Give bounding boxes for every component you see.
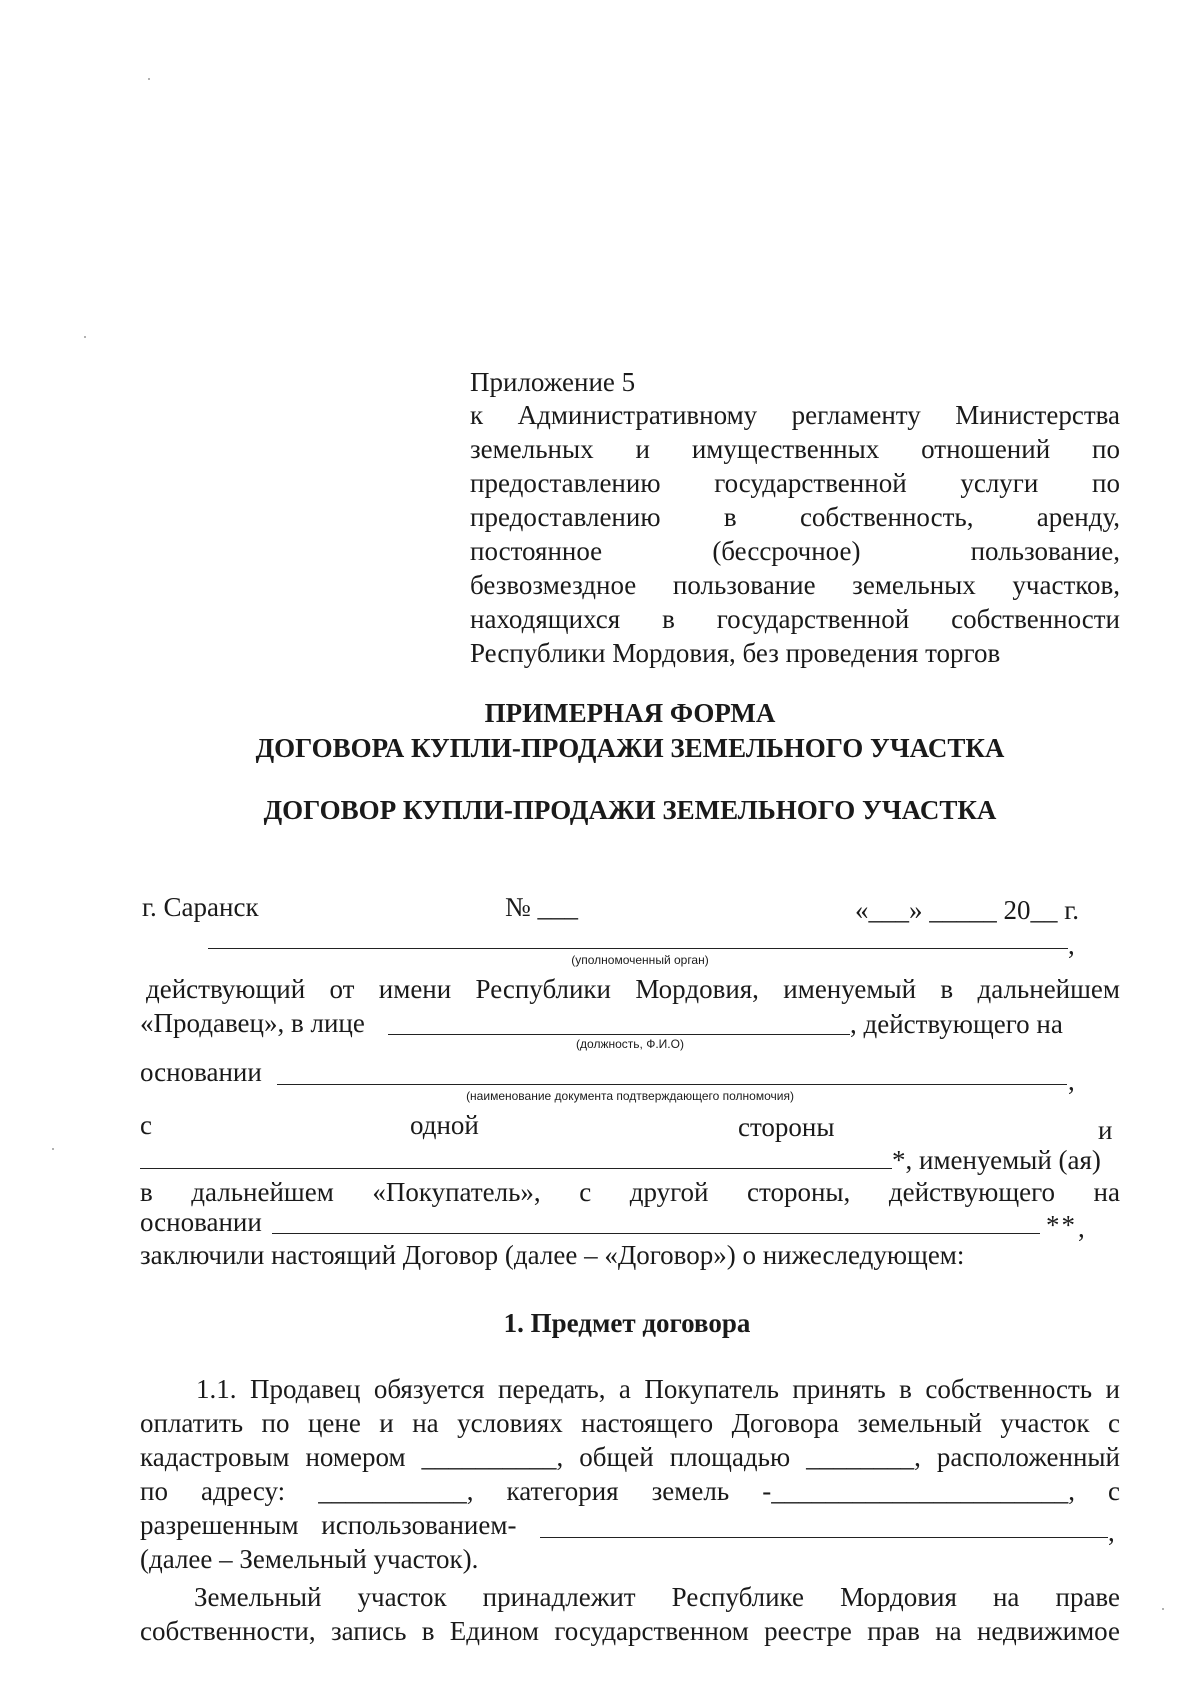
form-subtitle: ДОГОВОРА КУПЛИ-ПРОДАЖИ ЗЕМЕЛЬНОГО УЧАСТКА bbox=[255, 733, 1005, 763]
section1-text: собственности, запись в Едином государственном реестре прав на недвижимое bbox=[140, 1616, 1120, 1646]
scan-speck bbox=[84, 336, 86, 338]
city: г. Саранск bbox=[142, 892, 259, 922]
basis-label: основании bbox=[140, 1057, 262, 1087]
position-note: (должность, Ф.И.О) bbox=[576, 1037, 684, 1051]
appendix-line: Республики Мордовия, без проведения торгов bbox=[470, 638, 1001, 668]
preamble-acting: действующий от имени Республики Мордовия, именуемый в дальнейшем bbox=[146, 974, 1120, 1004]
permitted-use-blank bbox=[540, 1537, 1108, 1538]
appendix-line: земельных и имущественных отношений по bbox=[470, 434, 1120, 464]
scan-speck bbox=[148, 78, 150, 80]
word: с bbox=[140, 1110, 152, 1140]
buyer-basis-blank bbox=[272, 1233, 1040, 1234]
scan-speck bbox=[1162, 1608, 1164, 1610]
appendix-line: к Административному регламенту Министерства bbox=[470, 400, 1120, 430]
contract-date: «___» _____ 20__ г. bbox=[855, 895, 1080, 925]
document-note: (наименование документа подтверждающего полномочия) bbox=[466, 1089, 794, 1103]
section1-text: 1.1. Продавец обязуется передать, а Покупатель принять в собственность и bbox=[196, 1374, 1120, 1404]
section1-text: (далее – Земельный участок). bbox=[140, 1544, 479, 1574]
appendix-line: постоянное (бессрочное) пользование, bbox=[470, 536, 1120, 566]
word: стороны bbox=[738, 1112, 835, 1142]
appendix-line: предоставлению государственной услуги по bbox=[470, 468, 1120, 498]
contract-title: ДОГОВОР КУПЛИ-ПРОДАЖИ ЗЕМЕЛЬНОГО УЧАСТКА bbox=[263, 795, 997, 825]
authority-note: (уполномоченный орган) bbox=[571, 953, 709, 967]
section-heading: 1. Предмет договора bbox=[503, 1308, 751, 1338]
appendix-line: безвозмездное пользование земельных участков, bbox=[470, 570, 1120, 600]
appendix-label: Приложение 5 bbox=[470, 367, 636, 397]
seller-position-blank bbox=[388, 1034, 850, 1035]
appendix-line: находящихся в государственной собственности bbox=[470, 604, 1120, 634]
section1-text: разрешенным использованием- bbox=[140, 1510, 517, 1540]
buyer-suffix: *, именуемый (ая) bbox=[892, 1145, 1101, 1175]
word: одной bbox=[410, 1110, 479, 1140]
form-title: ПРИМЕРНАЯ ФОРМА bbox=[484, 698, 776, 728]
comma: , bbox=[1068, 1066, 1075, 1096]
seller-prefix: «Продавец», в лице bbox=[140, 1008, 365, 1038]
scan-speck bbox=[52, 1148, 54, 1150]
section1-text: по адресу: ___________, категория земель -______________________, с bbox=[140, 1476, 1120, 1506]
section1-text: Земельный участок принадлежит Республике Мордовия на праве bbox=[194, 1582, 1120, 1612]
double-star: ** bbox=[1046, 1210, 1077, 1240]
preamble-further: в дальнейшем «Покупатель», с другой стороны, действующего на bbox=[140, 1177, 1120, 1207]
basis-label: основании bbox=[140, 1207, 262, 1237]
section1-text: кадастровым номером __________, общей площадью ________, расположенный bbox=[140, 1442, 1120, 1472]
word: и bbox=[1098, 1115, 1113, 1145]
comma: , bbox=[1068, 930, 1075, 960]
preamble-concluded: заключили настоящий Договор (далее – «Договор») о нижеследующем: bbox=[140, 1240, 965, 1270]
comma: , bbox=[1078, 1213, 1085, 1243]
buyer-blank bbox=[140, 1168, 892, 1169]
section1-text: оплатить по цене и на условиях настоящего Договора земельный участок с bbox=[140, 1408, 1120, 1438]
basis-document-blank bbox=[277, 1084, 1067, 1085]
contract-number: № ___ bbox=[505, 892, 579, 922]
comma: , bbox=[1108, 1517, 1115, 1547]
seller-suffix: , действующего на bbox=[850, 1009, 1063, 1039]
authority-blank bbox=[208, 948, 1068, 949]
appendix-line: предоставлению в собственность, аренду, bbox=[470, 502, 1120, 532]
